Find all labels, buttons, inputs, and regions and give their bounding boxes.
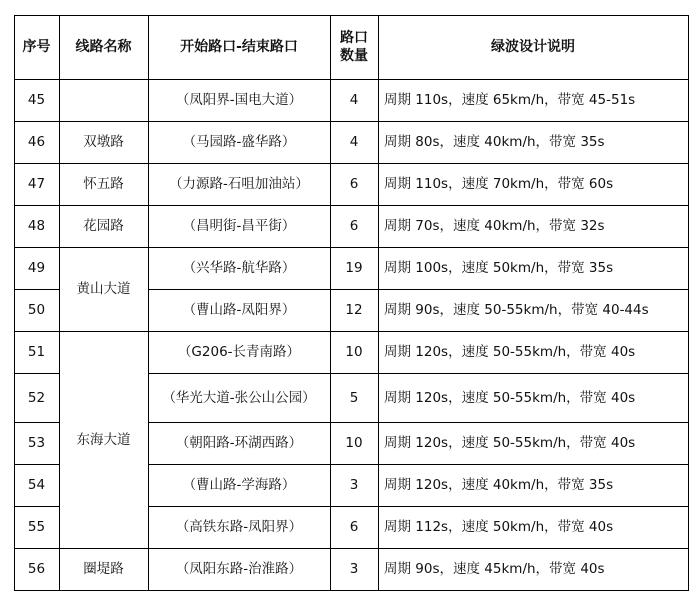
grid-line bbox=[14, 464, 59, 465]
row-description: 周期 120s，速度 40km/h，带宽 35s bbox=[384, 477, 614, 493]
row-index: 53 bbox=[27, 435, 46, 451]
row-count: 10 bbox=[345, 344, 363, 360]
row-line-name: 双墩路 bbox=[83, 134, 124, 150]
grid-line bbox=[148, 506, 689, 507]
row-count: 12 bbox=[345, 302, 363, 318]
row-range: （凤阳界-国电大道） bbox=[175, 92, 303, 108]
grid-line bbox=[14, 15, 15, 591]
grid-line bbox=[14, 79, 689, 80]
grid-line bbox=[330, 15, 331, 591]
grid-line bbox=[14, 422, 59, 423]
grid-line bbox=[148, 15, 149, 591]
grid-line bbox=[148, 464, 689, 465]
grid-line bbox=[14, 590, 689, 591]
row-range: （朝阳路-环湖西路） bbox=[175, 435, 303, 451]
grid-line bbox=[14, 373, 59, 374]
row-count: 3 bbox=[349, 561, 359, 577]
header-index: 序号 bbox=[22, 39, 51, 55]
grid-line bbox=[688, 15, 689, 591]
grid-line bbox=[14, 548, 689, 549]
row-range: （华光大道-张公山公园） bbox=[162, 389, 316, 406]
row-count: 5 bbox=[349, 389, 359, 406]
header-line-name: 线路名称 bbox=[75, 39, 132, 55]
row-range: （G206-长青南路） bbox=[177, 344, 301, 360]
row-line-name: 黄山大道 bbox=[76, 281, 131, 297]
grid-line bbox=[59, 15, 60, 591]
row-range: （马园路-盛华路） bbox=[182, 134, 296, 150]
row-description: 周期 120s，速度 50-55km/h，带宽 40s bbox=[384, 344, 636, 360]
row-index: 56 bbox=[27, 561, 46, 577]
row-index: 52 bbox=[27, 389, 46, 406]
row-description: 周期 120s，速度 50-55km/h，带宽 40s bbox=[384, 435, 636, 451]
grid-line bbox=[148, 422, 689, 423]
row-description: 周期 100s，速度 50km/h，带宽 35s bbox=[384, 260, 614, 276]
row-description: 周期 70s，速度 40km/h，带宽 32s bbox=[384, 218, 605, 234]
header-range: 开始路口-结束路口 bbox=[180, 39, 298, 55]
row-count: 6 bbox=[349, 176, 359, 192]
row-index: 45 bbox=[27, 92, 46, 108]
row-description: 周期 80s，速度 40km/h，带宽 35s bbox=[384, 134, 605, 150]
grid-line bbox=[14, 121, 689, 122]
row-range: （凤阳东路-治淮路） bbox=[175, 561, 303, 577]
grid-line bbox=[14, 506, 59, 507]
row-line-name: 圈堤路 bbox=[83, 561, 124, 577]
row-index: 55 bbox=[27, 519, 46, 535]
grid-line bbox=[14, 247, 689, 248]
row-index: 50 bbox=[27, 302, 46, 318]
row-index: 49 bbox=[27, 260, 46, 276]
row-description: 周期 112s，速度 50km/h，带宽 40s bbox=[384, 519, 614, 535]
row-range: （兴华路-航华路） bbox=[182, 260, 296, 276]
row-count: 3 bbox=[349, 477, 359, 493]
row-index: 47 bbox=[27, 176, 46, 192]
row-count: 19 bbox=[345, 260, 363, 276]
grid-line bbox=[148, 373, 689, 374]
row-description: 周期 120s，速度 50-55km/h，带宽 40s bbox=[384, 389, 636, 406]
row-description: 周期 90s，速度 45km/h，带宽 40s bbox=[384, 561, 605, 577]
grid-line bbox=[14, 289, 59, 290]
grid-line bbox=[14, 331, 689, 332]
header-count: 路口 数量 bbox=[340, 30, 368, 64]
grid-line bbox=[378, 15, 379, 591]
grid-line bbox=[14, 163, 689, 164]
row-description: 周期 90s，速度 50-55km/h，带宽 40-44s bbox=[384, 302, 649, 318]
row-range: （力源路-石咀加油站） bbox=[169, 176, 309, 192]
row-range: （高铁东路-凤阳界） bbox=[175, 519, 303, 535]
row-index: 54 bbox=[27, 477, 46, 493]
row-count: 4 bbox=[349, 92, 359, 108]
row-line-name: 怀五路 bbox=[83, 176, 124, 192]
row-count: 6 bbox=[349, 519, 359, 535]
grid-line bbox=[14, 15, 689, 16]
row-count: 6 bbox=[349, 218, 359, 234]
row-count: 10 bbox=[345, 435, 363, 451]
row-line-name: 东海大道 bbox=[76, 431, 131, 448]
header-description: 绿波设计说明 bbox=[491, 39, 575, 55]
row-index: 46 bbox=[27, 134, 46, 150]
row-index: 51 bbox=[27, 344, 46, 360]
grid-line bbox=[148, 289, 689, 290]
row-description: 周期 110s，速度 65km/h，带宽 45-51s bbox=[384, 92, 636, 108]
row-range: （曹山路-凤阳界） bbox=[182, 302, 296, 318]
row-index: 48 bbox=[27, 218, 46, 234]
row-description: 周期 110s，速度 70km/h，带宽 60s bbox=[384, 176, 614, 192]
row-count: 4 bbox=[349, 134, 359, 150]
row-range: （昌明街-昌平街） bbox=[182, 218, 296, 234]
grid-line bbox=[14, 205, 689, 206]
row-range: （曹山路-学海路） bbox=[182, 477, 296, 493]
row-line-name: 花园路 bbox=[83, 218, 124, 234]
